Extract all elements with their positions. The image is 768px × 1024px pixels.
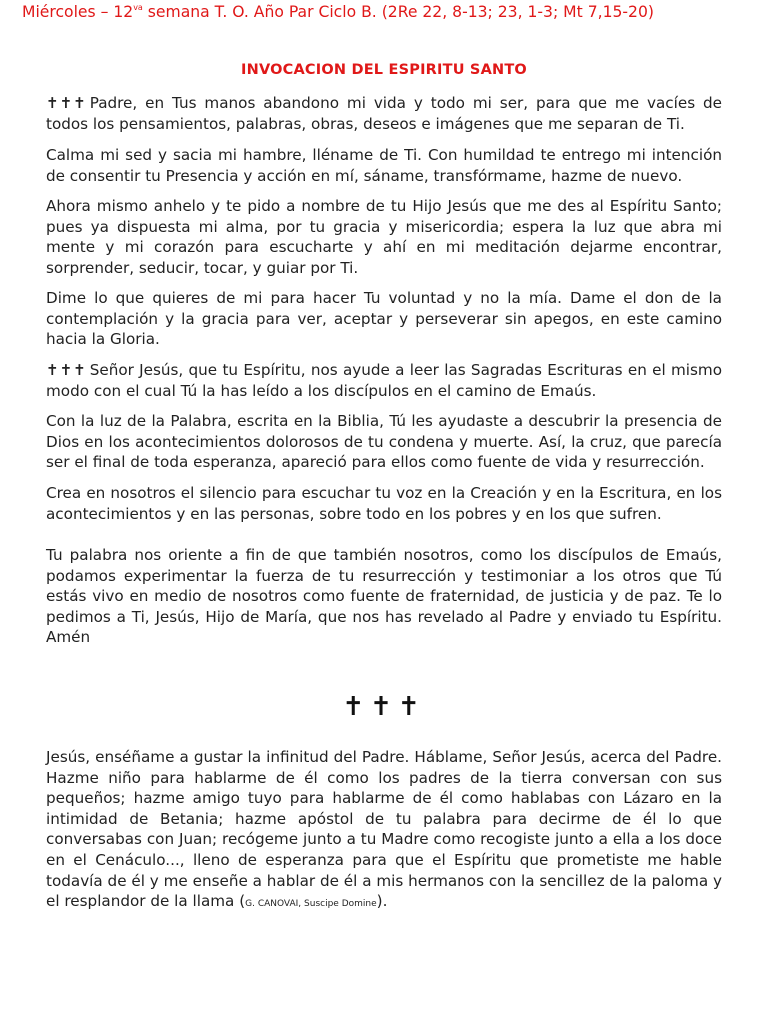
paragraph-jesus-ensename: [46, 747, 722, 915]
crosses-icon: ✝✝✝: [46, 361, 87, 379]
paragraph-text: Jesús, enséñame a gustar la infinitud del Padre. Háblame, Señor Jesús, acerca del Padre. Hazme niño para hablarme de él como los padres de la tierra conversan con sus pequeños; hazme amigo tuyo para hablarme de él como hablabas con Lázaro en la intimidad de Betania; hazme apóstol de tu palabra para decirme de él lo que conversabas con Juan; recógeme junto a tu Madre como recogiste junto a ella a los doce en el Cenáculo..., lleno de esperanza para que el Espíritu que prometiste me hable todavía de él y me enseñe a hablar de él a mis hermanos con la sencillez de la paloma y el resplandor de la llama (: [46, 748, 722, 911]
paragraph-ahora: Ahora mismo anhelo y te pido a nombre de tu Hijo Jesús que me des al Espíritu Santo; pues ya dispuesta mi alma, por tu gracia y misericordia; espera la luz que abra mi mente y mi corazón para escucharte y ahí en mi meditación dejarme encontrar, sorprender, seducir, tocar, y guiar por Ti.: [46, 197, 722, 277]
header-prefix: Miércoles – 12: [22, 3, 134, 21]
paragraph-end: ).: [376, 892, 388, 911]
document-title: INVOCACION DEL ESPIRITU SANTO: [241, 62, 527, 78]
paragraph-text: Padre, en Tus manos abandono mi vida y todo mi ser, para que me vacíes de todos los pensamientos, palabras, obras, deseos e imágenes que me separan de Ti.: [46, 94, 722, 133]
paragraph-senor-jesus: [46, 360, 722, 401]
header-suffix: semana T. O. Año Par Ciclo B. (2Re 22, 8-13; 23, 1-3; Mt 7,15-20): [142, 3, 654, 21]
paragraph-silencio: Crea en nosotros el silencio para escuchar tu voz en la Creación y en la Escritura, en los acontecimientos y en las personas, sobre todo en los pobres y en los que sufren.: [46, 484, 722, 523]
liturgical-date-header: [0, 2, 722, 22]
crosses-divider-icon: ✝✝✝: [342, 692, 426, 722]
paragraph-dime: Dime lo que quieres de mi para hacer Tu voluntad y no la mía. Dame el don de la contemplación y la gracia para ver, aceptar y perseverar sin apegos, en este camino hacia la Gloria.: [46, 289, 722, 349]
paragraph-luz-palabra: Con la luz de la Palabra, escrita en la Biblia, Tú les ayudaste a descubrir la presencia de Dios en los acontecimientos dolorosos de tu condena y muerte. Así, la cruz, que parecía ser el final de toda esperanza, apareció para ellos como fuente de vida y resurrección.: [46, 412, 722, 472]
crosses-icon: ✝✝✝: [46, 94, 87, 112]
paragraph-tu-palabra: Tu palabra nos oriente a fin de que también nosotros, como los discípulos de Emaús, podamos experimentar la fuerza de tu resurrección y testimoniar a los otros que Tú estás vivo en medio de nosotros como fuente de fraternidad, de justicia y de paz. Te lo pedimos a Ti, Jesús, Hijo de María, que nos has revelado al Padre y enviado tu Espíritu. Amén: [46, 546, 722, 647]
paragraph-text: Señor Jesús, que tu Espíritu, nos ayude a leer las Sagradas Escrituras en el mismo modo con el cual Tú la has leído a los discípulos en el camino de Emaús.: [46, 361, 722, 400]
paragraph-padre: [46, 93, 722, 134]
citation: G. CANOVAI, Suscipe Domine: [245, 899, 377, 910]
header-superscript: va: [133, 3, 143, 12]
paragraph-calma: Calma mi sed y sacia mi hambre, lléname de Ti. Con humildad te entrego mi intención de consentir tu Presencia y acción en mí, sáname, transfórmame, hazme de nuevo.: [46, 146, 722, 185]
